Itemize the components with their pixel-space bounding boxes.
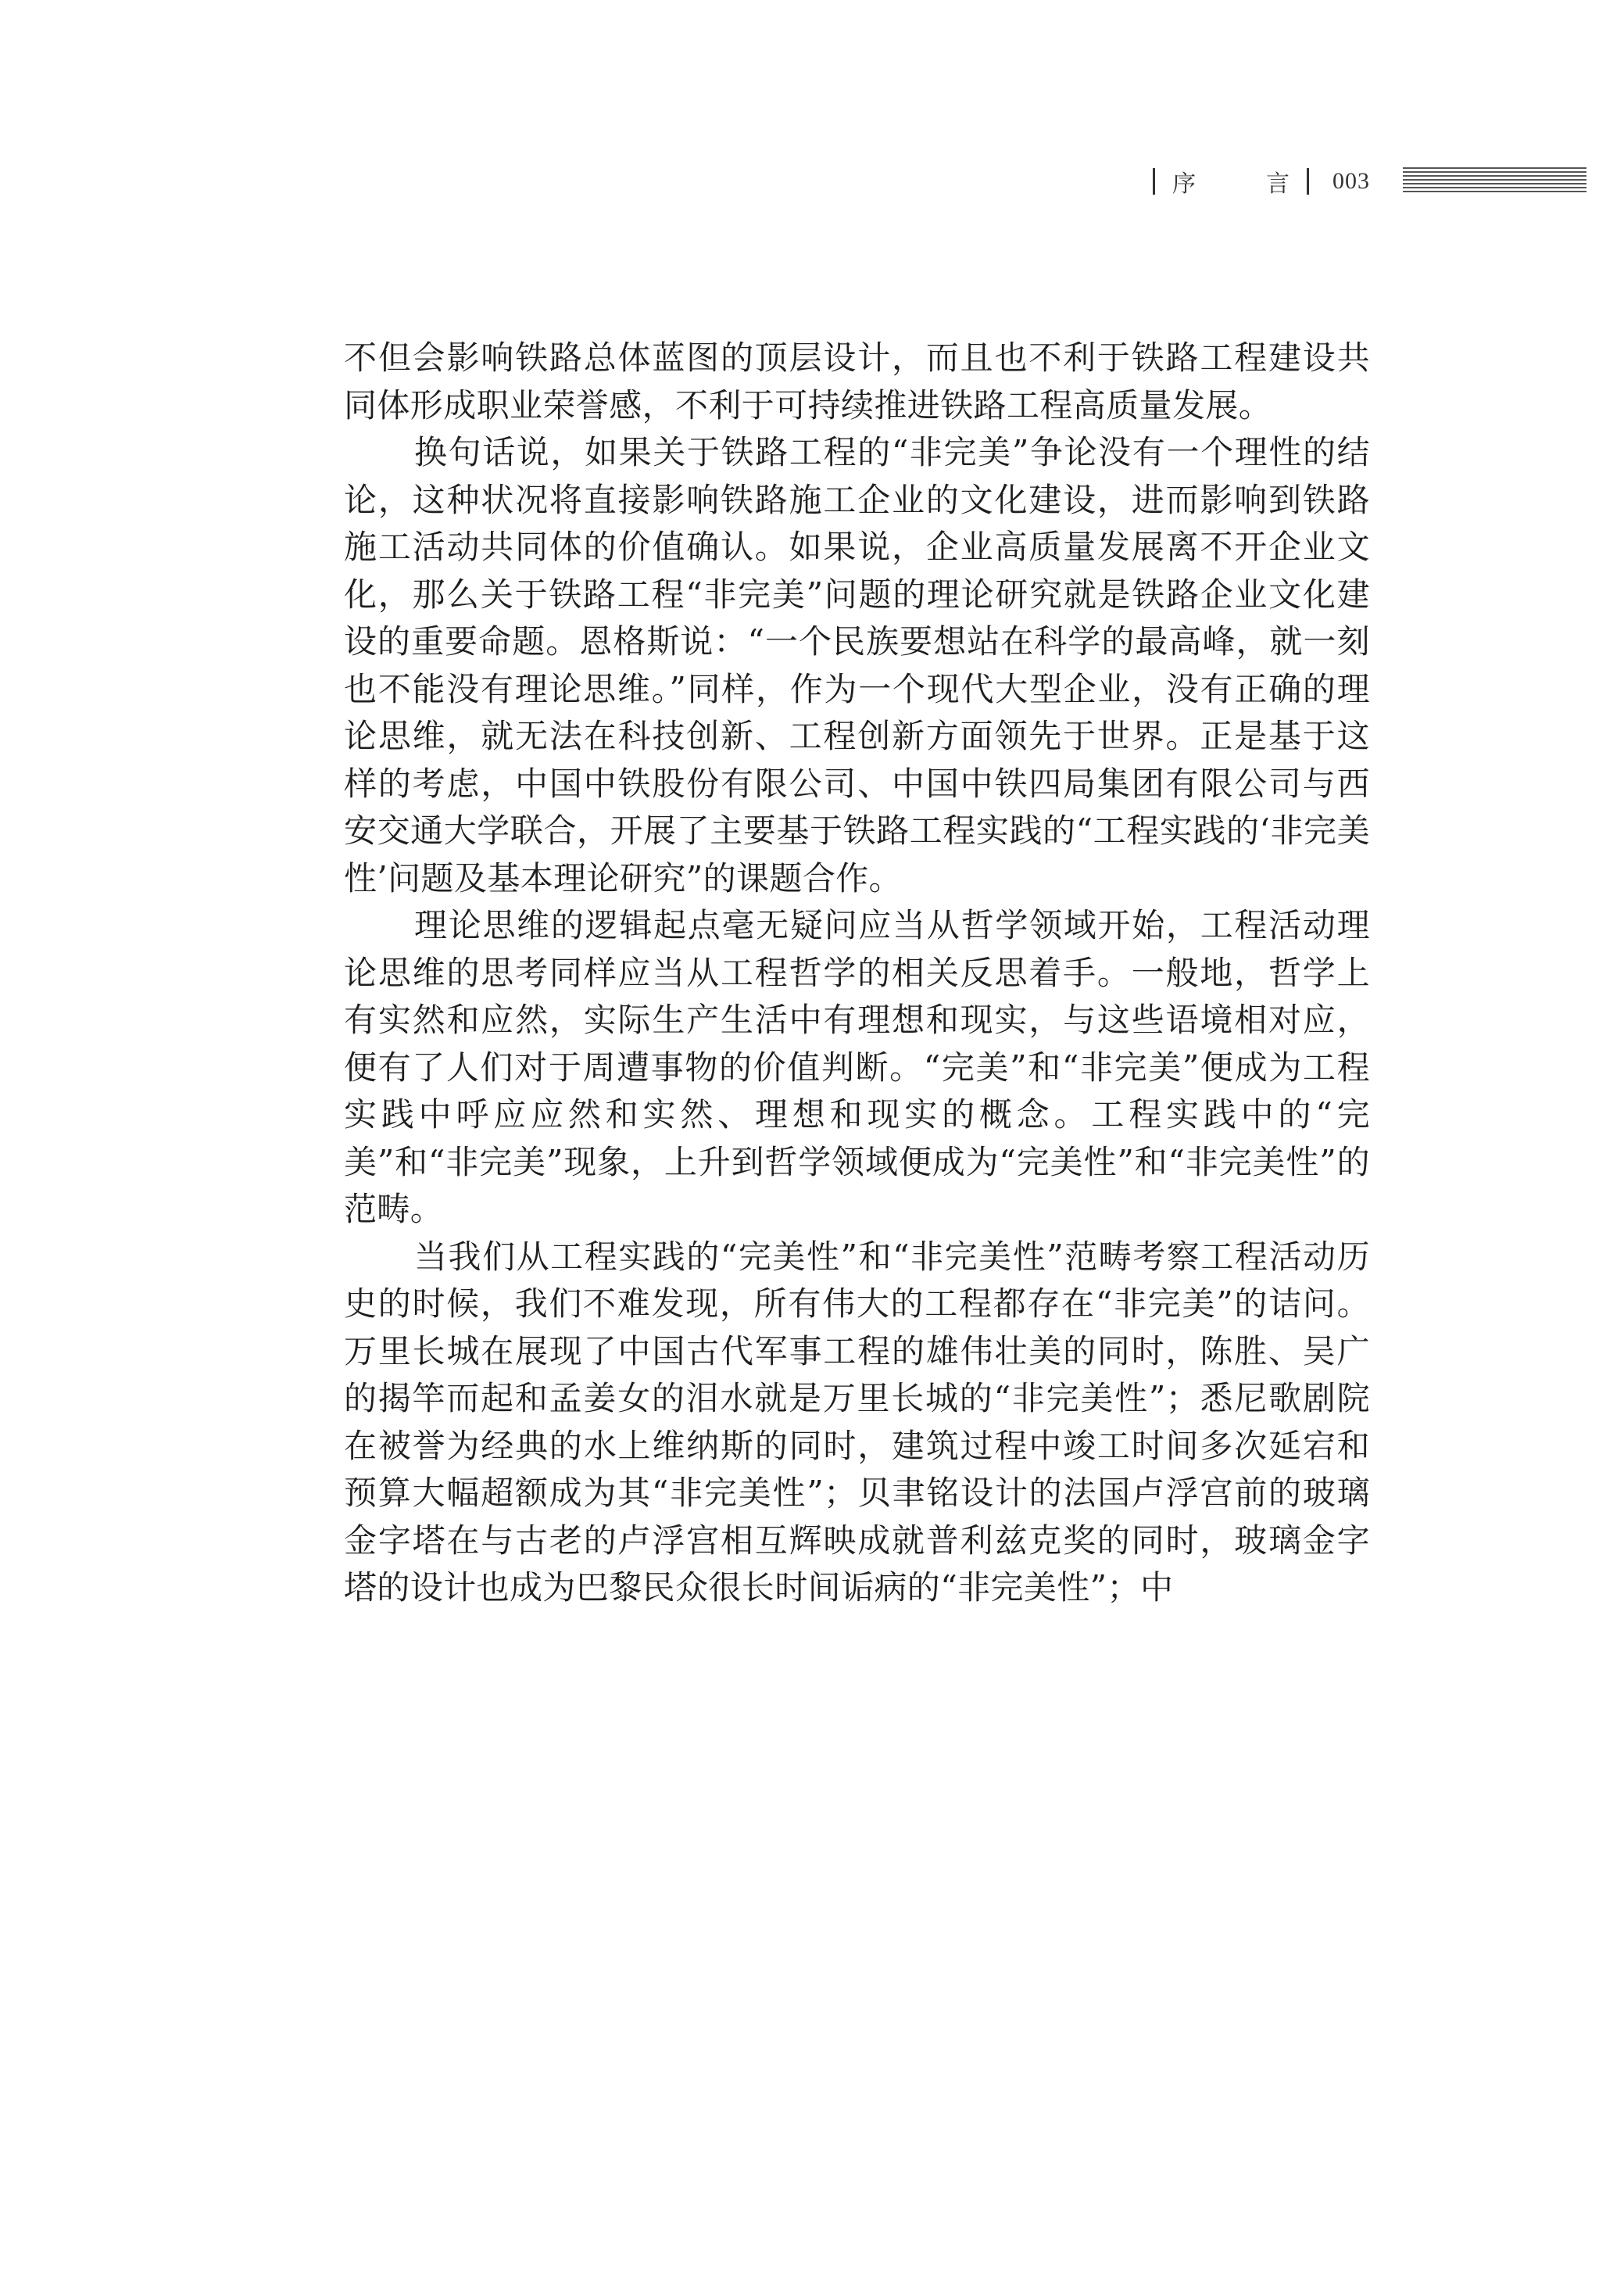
running-head-left-bar [1153, 168, 1155, 195]
running-head-rule-ornament [1403, 167, 1586, 193]
paragraph-1: 不但会影响铁路总体蓝图的顶层设计，而且也不利于铁路工程建设共同体形成职业荣誉感，不利于可持续推进铁路工程高质量发展。 [344, 339, 1370, 424]
running-head-right-bar [1307, 168, 1309, 195]
body-text [344, 335, 1370, 1612]
page-number: 003 [1332, 168, 1370, 194]
running-head [1153, 164, 1370, 199]
paragraph-3: 理论思维的逻辑起点毫无疑问应当从哲学领域开始，工程活动理论思维的思考同样应当从工程哲学的相关反思着手。一般地，哲学上有实然和应然，实际生产生活中有理想和现实，与这些语境相对应，便有了人们对于周遭事物的价值判断。“完美”和“非完美”便成为工程实践中呼应应然和实然、理想和现实的概念。工程实践中的“完美”和“非完美”现象，上升到哲学领域便成为“完美性”和“非完美性”的范畴。 [344, 906, 1370, 1228]
paragraph-4: 当我们从工程实践的“完美性”和“非完美性”范畴考察工程活动历史的时候，我们不难发现，所有伟大的工程都存在“非完美”的诘问。万里长城在展现了中国古代军事工程的雄伟壮美的同时，陈胜、吴广的揭竿而起和孟姜女的泪水就是万里长城的“非完美性”；悉尼歌剧院在被誉为经典的水上维纳斯的同时，建筑过程中竣工时间多次延宕和预算大幅超额成为其“非完美性”；贝聿铭设计的法国卢浮宫前的玻璃金字塔在与古老的卢浮宫相互辉映成就普利兹克奖的同时，玻璃金字塔的设计也成为巴黎民众很长时间诟病的“非完美性”；中 [344, 1237, 1370, 1607]
paragraph-2: 换句话说，如果关于铁路工程的“非完美”争论没有一个理性的结论，这种状况将直接影响铁路施工企业的文化建设，进而影响到铁路施工活动共同体的价值确认。如果说，企业高质量发展离不开企业文化，那么关于铁路工程“非完美”问题的理论研究就是铁路企业文化建设的重要命题。恩格斯说：“一个民族要想站在科学的最高峰，就一刻也不能没有理论思维。”同样，作为一个现代大型企业，没有正确的理论思维，就无法在科技创新、工程创新方面领先于世界。正是基于这样的考虑，中国中铁股份有限公司、中国中铁四局集团有限公司与西安交通大学联合，开展了主要基于铁路工程实践的“工程实践的‘非完美性’问题及基本理论研究”的课题合作。 [344, 433, 1370, 897]
running-head-section-title: 序 言 [1172, 170, 1290, 198]
